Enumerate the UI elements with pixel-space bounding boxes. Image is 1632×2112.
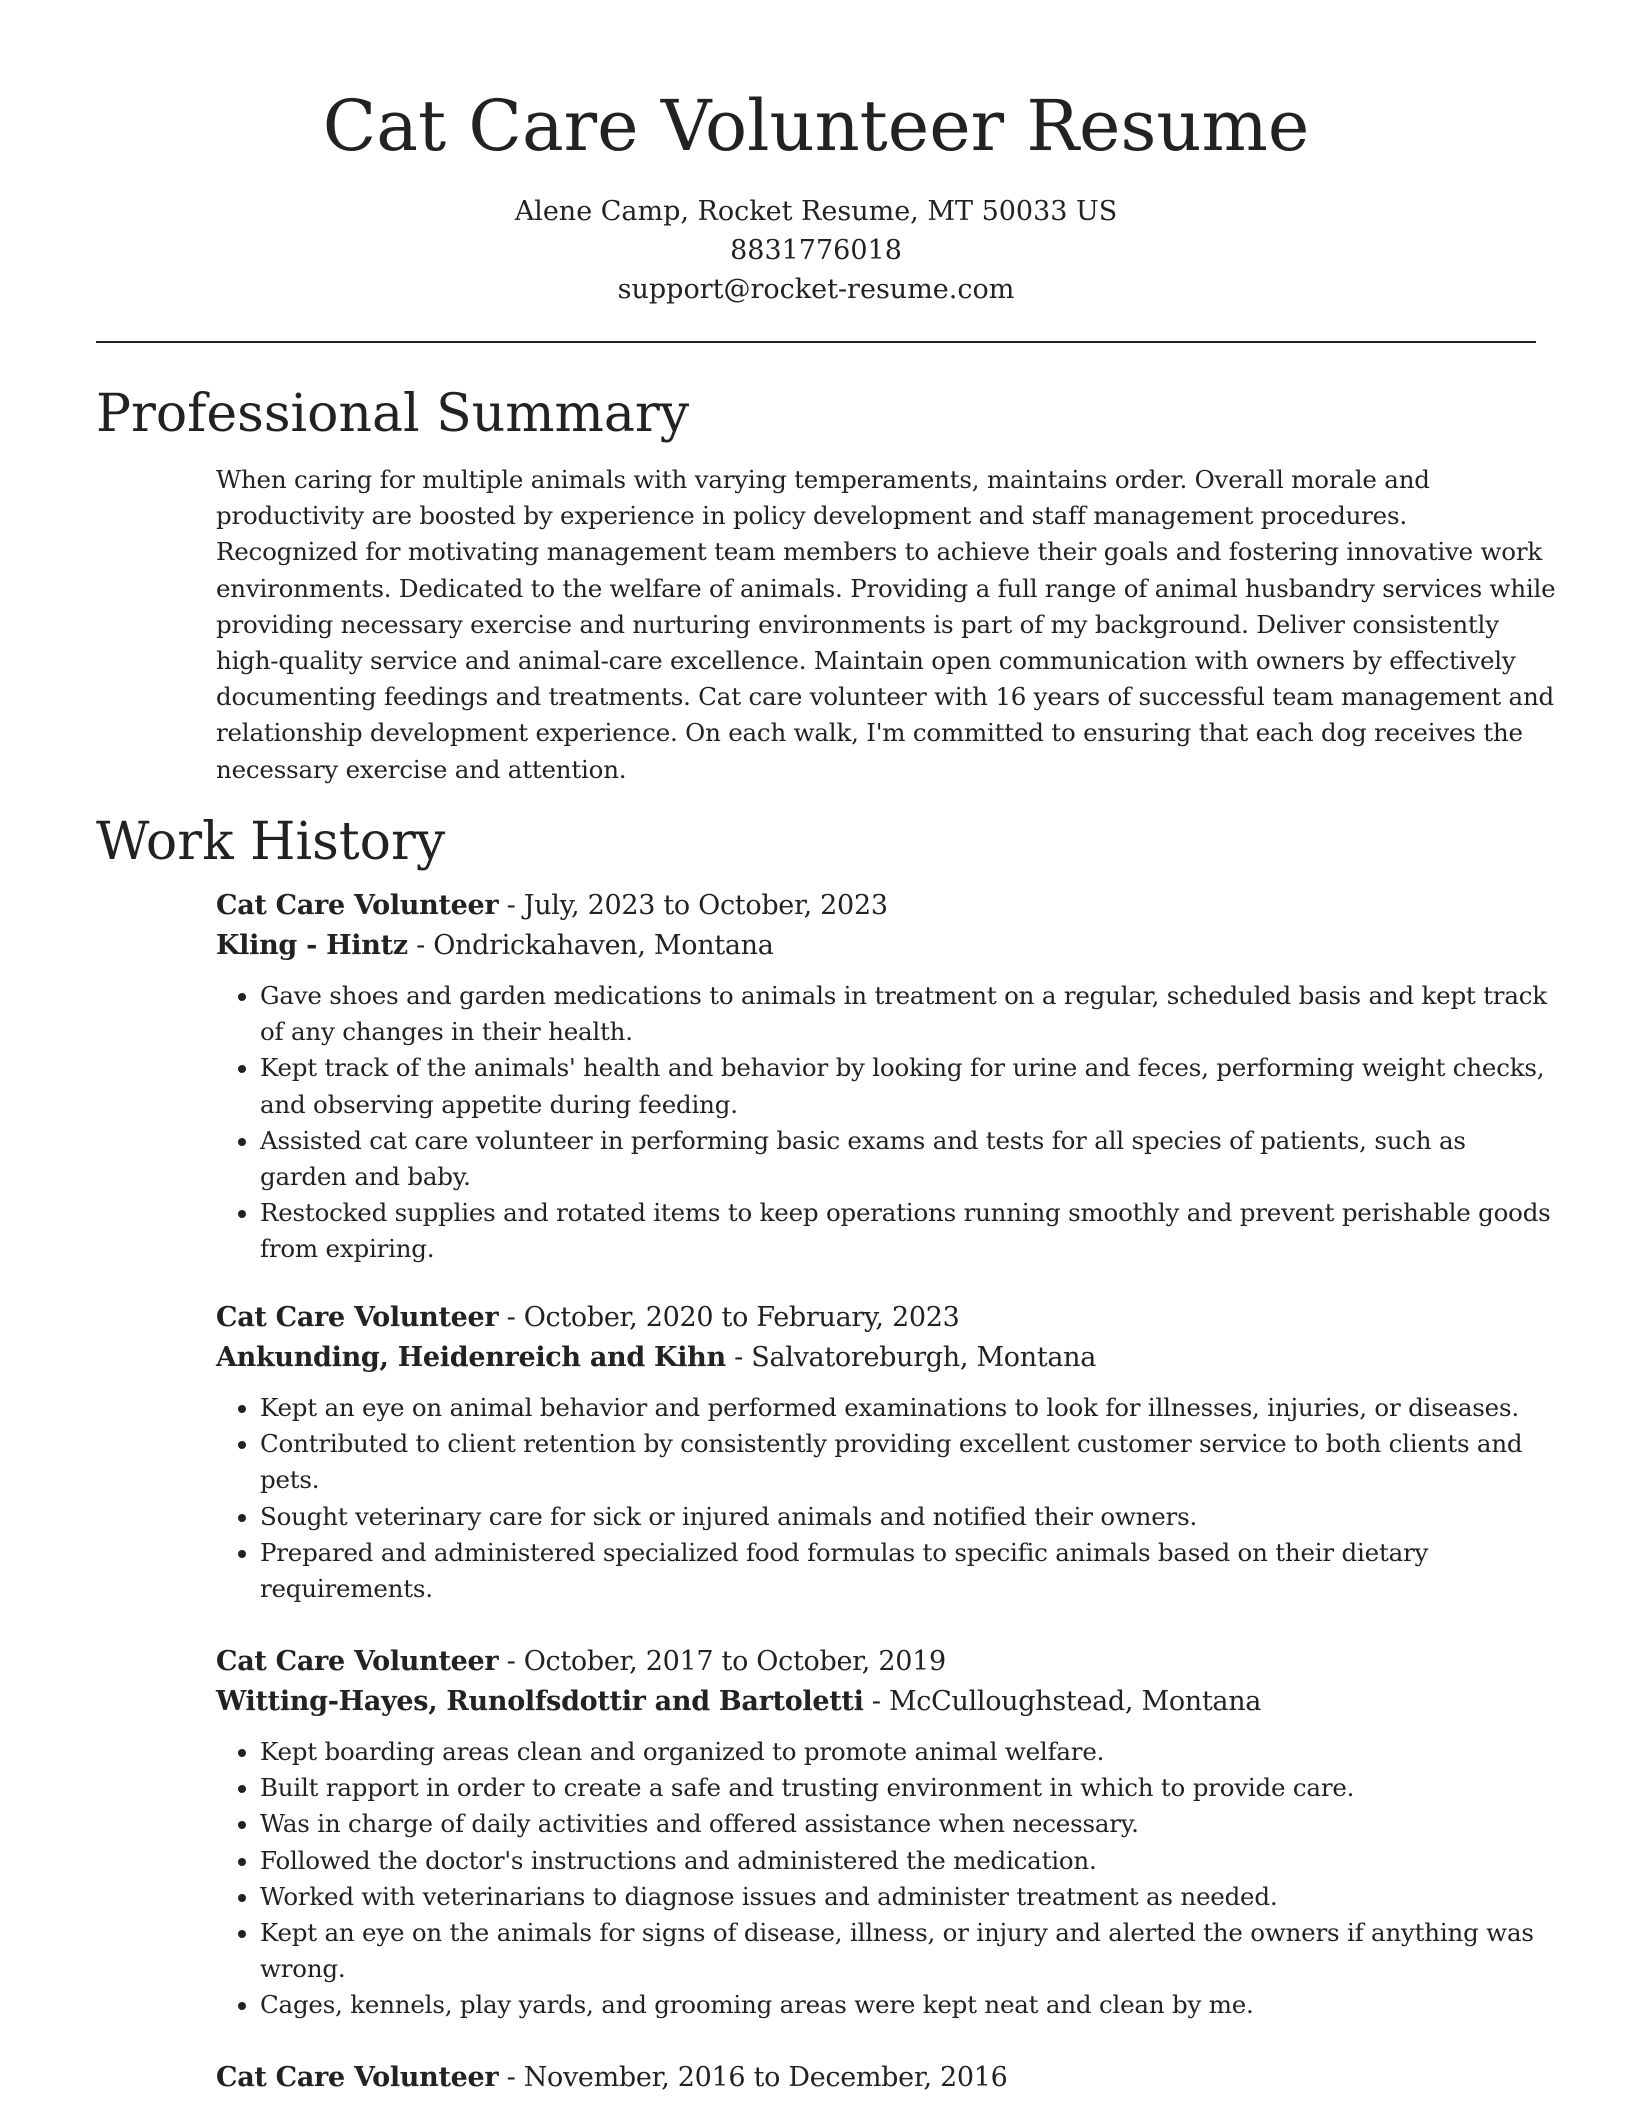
job-bullets: [216, 1390, 1556, 1607]
list-item: • Worked with veterinarians to diagnose issues and administer treatment as needed.: [260, 1879, 1556, 1915]
header-divider: [96, 341, 1536, 343]
job-dates: October, 2020 to February, 2023: [523, 1302, 960, 1333]
job-title: Cat Care Volunteer: [216, 890, 499, 921]
list-item: • Kept an eye on the animals for signs of disease, illness, or injury and alerted the owners if anything was wrong.: [260, 1915, 1556, 1987]
contact-block: [96, 192, 1536, 309]
job-dates: October, 2017 to October, 2019: [523, 1646, 946, 1677]
job-location: McCulloughstead, Montana: [888, 1686, 1262, 1717]
job-bullets: [216, 1734, 1556, 2024]
job-dates: November, 2016 to December, 2016: [523, 2062, 1008, 2093]
list-item: • Assisted cat care volunteer in performing basic exams and tests for all species of patients, such as garden and baby.: [260, 1123, 1556, 1195]
job-company: Kling - Hintz: [216, 930, 408, 961]
job-title-line: [216, 1298, 1556, 1338]
job-title-line: [216, 886, 1556, 926]
list-item: • Built rapport in order to create a safe and trusting environment in which to provide care.: [260, 1770, 1556, 1806]
job-separator: -: [407, 930, 434, 961]
work-history-heading: Work History: [96, 812, 446, 872]
job-company-line: [216, 1682, 1556, 1722]
job-title: Cat Care Volunteer: [216, 1646, 499, 1677]
job-location: Ondrickahaven, Montana: [433, 930, 774, 961]
job-separator: -: [498, 1646, 524, 1677]
list-item: • Was in charge of daily activities and offered assistance when necessary.: [260, 1806, 1556, 1842]
job-entry: [216, 1642, 1556, 2024]
list-item: • Prepared and administered specialized food formulas to specific animals based on their dietary requirements.: [260, 1535, 1556, 1607]
job-company-line: [216, 926, 1556, 966]
job-bullets: [216, 978, 1556, 1268]
job-entry: [216, 2058, 1556, 2098]
job-dates: July, 2023 to October, 2023: [523, 890, 888, 921]
job-company: Ankunding, Heidenreich and Kihn: [216, 1342, 726, 1373]
list-item: • Gave shoes and garden medications to animals in treatment on a regular, scheduled basis and kept track of any changes in their health.: [260, 978, 1556, 1050]
job-title: Cat Care Volunteer: [216, 1302, 499, 1333]
job-separator: -: [863, 1686, 889, 1717]
job-separator: -: [725, 1342, 752, 1373]
list-item: • Followed the doctor's instructions and administered the medication.: [260, 1843, 1556, 1879]
list-item: • Kept boarding areas clean and organized to promote animal welfare.: [260, 1734, 1556, 1770]
job-company-line: [216, 1338, 1556, 1378]
list-item: • Contributed to client retention by consistently providing excellent customer service to both clients and pets.: [260, 1426, 1556, 1498]
list-item: • Sought veterinary care for sick or injured animals and notified their owners.: [260, 1499, 1556, 1535]
resume-page: [96, 0, 1556, 2112]
list-item: • Cages, kennels, play yards, and grooming areas were kept neat and clean by me.: [260, 1987, 1556, 2023]
job-title-line: [216, 1642, 1556, 1682]
job-title: Cat Care Volunteer: [216, 2062, 499, 2093]
summary-text: When caring for multiple animals with varying temperaments, maintains order. Overall morale and productivity are boosted by experience in policy development and staff management procedures. Recognized for motivating management team members to achieve their goals and fostering innovative work environments. Dedicated to the welfare of animals. Providing a full range of animal husbandry services while providing necessary exercise and nurturing environments is part of my background. Deliver consistently high-quality service and animal-care excellence. Maintain open communication with owners by effectively documenting feedings and treatments. Cat care volunteer with 16 years of successful team management and relationship development experience. On each walk, I'm committed to ensuring that each dog receives the necessary exercise and attention.: [216, 465, 1556, 784]
contact-email: support@rocket-resume.com: [617, 274, 1015, 305]
job-separator: -: [498, 890, 524, 921]
job-separator: -: [498, 2062, 524, 2093]
job-entry: [216, 886, 1556, 1268]
list-item: • Kept track of the animals' health and behavior by looking for urine and feces, performing weight checks, and observing appetite during feeding.: [260, 1050, 1556, 1122]
list-item: • Kept an eye on animal behavior and performed examinations to look for illnesses, injuries, or diseases.: [260, 1390, 1556, 1426]
resume-title: Cat Care Volunteer Resume: [322, 85, 1310, 167]
job-separator: -: [498, 1302, 524, 1333]
list-item: • Restocked supplies and rotated items to keep operations running smoothly and prevent perishable goods from expiring.: [260, 1195, 1556, 1267]
job-company: Witting-Hayes, Runolfsdottir and Bartoletti: [216, 1686, 864, 1717]
job-location: Salvatoreburgh, Montana: [751, 1342, 1097, 1373]
contact-address: Alene Camp, Rocket Resume, MT 50033 US: [514, 196, 1118, 227]
job-entry: [216, 1298, 1556, 1607]
contact-phone: 8831776018: [730, 235, 902, 266]
summary-heading: Professional Summary: [96, 384, 690, 444]
job-title-line: [216, 2058, 1556, 2098]
